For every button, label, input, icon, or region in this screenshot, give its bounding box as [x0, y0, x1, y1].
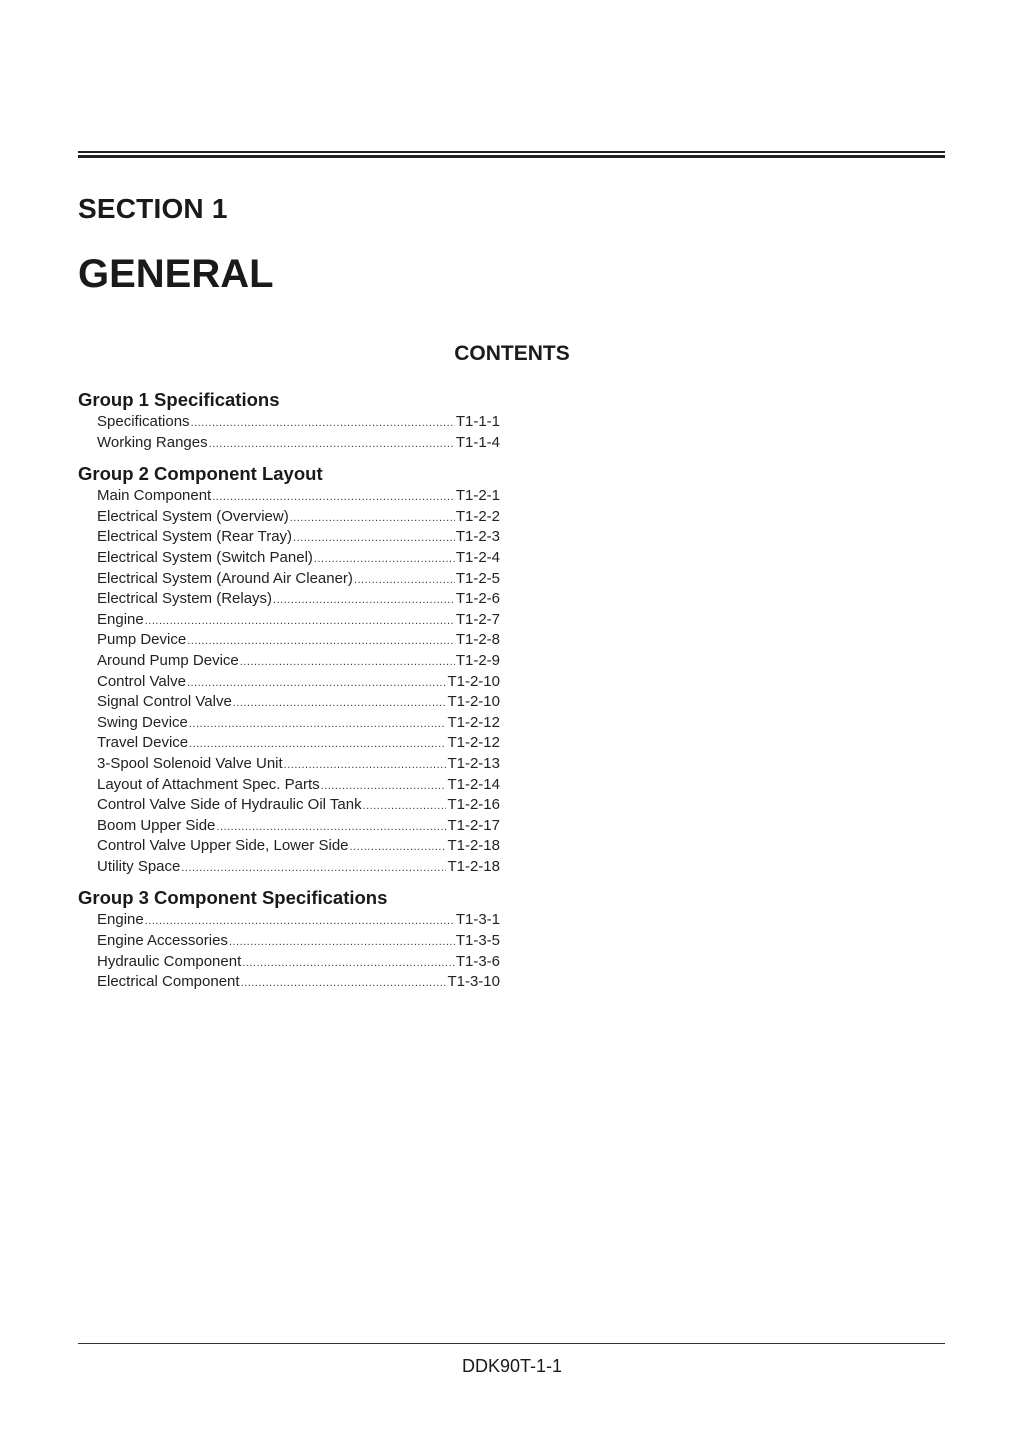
toc-entry-page: T1-1-4 — [455, 433, 500, 451]
toc-entry-label: Engine — [97, 610, 144, 628]
toc-dot-leader — [229, 932, 455, 953]
toc-dot-leader — [273, 590, 455, 611]
toc-group — [78, 462, 500, 877]
toc-dot-leader — [209, 434, 455, 455]
toc-entry[interactable] — [78, 651, 500, 672]
toc-group-title: Group 3 Component Specifications — [78, 887, 388, 909]
toc-dot-leader — [233, 693, 447, 714]
toc-dot-leader — [242, 953, 455, 974]
toc-entry-label: Engine Accessories — [97, 932, 228, 950]
toc-dot-leader — [354, 570, 455, 591]
toc-group — [78, 388, 500, 453]
toc-entry[interactable] — [78, 972, 500, 993]
toc-dot-leader — [189, 714, 447, 735]
toc-entry-page: T1-2-10 — [447, 672, 500, 690]
toc-entry[interactable] — [78, 610, 500, 631]
toc-entry[interactable] — [78, 527, 500, 548]
toc-entry-page: T1-2-8 — [455, 631, 500, 649]
toc-entry[interactable] — [78, 713, 500, 734]
toc-dot-leader — [241, 973, 447, 994]
toc-entry-page: T1-2-1 — [455, 487, 500, 505]
toc-entry[interactable] — [78, 692, 500, 713]
toc-entry-page: T1-2-12 — [447, 713, 500, 731]
contents-heading: CONTENTS — [454, 342, 570, 365]
toc-dot-leader — [216, 817, 446, 838]
toc-entry-page: T1-2-6 — [455, 590, 500, 608]
toc-entry-label: Layout of Attachment Spec. Parts — [97, 775, 320, 793]
toc-entry-page: T1-2-12 — [447, 734, 500, 752]
section-title: GENERAL — [78, 252, 274, 296]
toc-group-title: Group 2 Component Layout — [78, 463, 323, 485]
toc-entry[interactable] — [78, 836, 500, 857]
toc-entry-label: Engine — [97, 911, 144, 929]
section-label: SECTION 1 — [78, 193, 228, 224]
toc-entry-label: Electrical System (Overview) — [97, 507, 289, 525]
toc-entry-label: Swing Device — [97, 713, 188, 731]
toc-dot-leader — [240, 652, 455, 673]
toc-dot-leader — [363, 796, 447, 817]
toc-entry[interactable] — [78, 433, 500, 454]
toc-entry[interactable] — [78, 672, 500, 693]
toc-entry[interactable] — [78, 589, 500, 610]
toc-entry-page: T1-2-18 — [447, 857, 500, 875]
page-number: DDK90T-1-1 — [461, 1356, 563, 1376]
toc-entry[interactable] — [78, 931, 500, 952]
toc-entry[interactable] — [78, 910, 500, 931]
toc-entry-label: Main Component — [97, 487, 212, 505]
toc-entry[interactable] — [78, 795, 500, 816]
toc-dot-leader — [314, 549, 455, 570]
toc-entry-page: T1-2-5 — [455, 569, 500, 587]
toc-entry[interactable] — [78, 733, 500, 754]
toc-entry-page: T1-1-1 — [455, 413, 500, 430]
toc-entry-label: Electrical System (Relays) — [97, 590, 273, 608]
toc-entry-page: T1-2-14 — [447, 775, 500, 793]
toc-entry-label: Specifications — [97, 413, 190, 430]
toc-dot-leader — [321, 776, 447, 797]
toc-dot-leader — [350, 837, 447, 858]
toc-entry-page: T1-2-17 — [447, 816, 500, 834]
toc-entry-label: Around Pump Device — [97, 651, 239, 669]
toc-entry-label: Signal Control Valve — [97, 693, 232, 711]
toc-entry-page: T1-2-16 — [447, 796, 500, 814]
toc-entry-label: Electrical System (Around Air Cleaner) — [97, 569, 353, 587]
toc-group-title: Group 1 Specifications — [78, 389, 280, 410]
toc-entry-page: T1-2-3 — [455, 528, 500, 546]
toc-entry-label: Control Valve Upper Side, Lower Side — [97, 837, 349, 855]
toc-entry-label: Electrical System (Rear Tray) — [97, 528, 293, 546]
toc-entry-page: T1-2-18 — [447, 837, 500, 855]
toc-entry[interactable] — [78, 507, 500, 528]
toc-dot-leader — [181, 858, 446, 879]
toc-entry[interactable] — [78, 775, 500, 796]
toc-entry-label: 3-Spool Solenoid Valve Unit — [97, 754, 283, 772]
toc-entry-page: T1-3-1 — [455, 911, 500, 929]
toc-entry[interactable] — [78, 754, 500, 775]
toc-entry-page: T1-3-10 — [447, 973, 500, 991]
toc-entry-label: Control Valve Side of Hydraulic Oil Tank — [97, 796, 362, 814]
toc-dot-leader — [145, 611, 455, 632]
toc-entry[interactable] — [78, 630, 500, 651]
toc-entry-label: Electrical Component — [97, 973, 240, 991]
toc-entry[interactable] — [78, 569, 500, 590]
toc-group — [78, 886, 500, 992]
toc-dot-leader — [212, 487, 455, 508]
footer-rule — [78, 1343, 945, 1344]
toc-dot-leader — [187, 631, 455, 652]
toc-entry[interactable] — [78, 857, 500, 878]
toc-entry-label: Hydraulic Component — [97, 952, 242, 970]
toc-entry-page: T1-2-7 — [455, 610, 500, 628]
toc-entry[interactable] — [78, 816, 500, 837]
toc-entry-page: T1-2-9 — [455, 651, 500, 669]
toc-entry-page: T1-3-5 — [455, 932, 500, 950]
toc-entry-label: Working Ranges — [97, 433, 208, 451]
toc-dot-leader — [284, 755, 447, 776]
toc-entry-label: Electrical System (Switch Panel) — [97, 548, 313, 566]
toc-dot-leader — [145, 911, 455, 932]
toc-entry[interactable] — [78, 412, 500, 433]
toc-entry-page: T1-2-13 — [447, 754, 500, 772]
toc-entry-label: Pump Device — [97, 631, 187, 649]
toc-dot-leader — [293, 528, 455, 549]
toc-dot-leader — [191, 413, 455, 434]
toc-entry-label: Utility Space — [97, 857, 181, 875]
header-rule-thin — [78, 151, 945, 153]
header-rule-thick — [78, 155, 945, 158]
toc-dot-leader — [189, 734, 446, 755]
toc-entry-page: T1-2-10 — [447, 693, 500, 711]
toc-entry-label: Control Valve — [97, 672, 186, 690]
toc-entry[interactable] — [78, 548, 500, 569]
toc-entry-page: T1-3-6 — [455, 952, 500, 970]
toc-dot-leader — [290, 508, 455, 529]
toc-entry[interactable] — [78, 952, 500, 973]
toc-entry-page: T1-2-2 — [455, 507, 500, 525]
toc-entry-label: Travel Device — [97, 734, 189, 752]
table-of-contents — [78, 388, 500, 1002]
toc-entry[interactable] — [78, 486, 500, 507]
toc-entry-label: Boom Upper Side — [97, 816, 216, 834]
toc-dot-leader — [187, 673, 447, 694]
toc-entry-page: T1-2-4 — [455, 548, 500, 566]
